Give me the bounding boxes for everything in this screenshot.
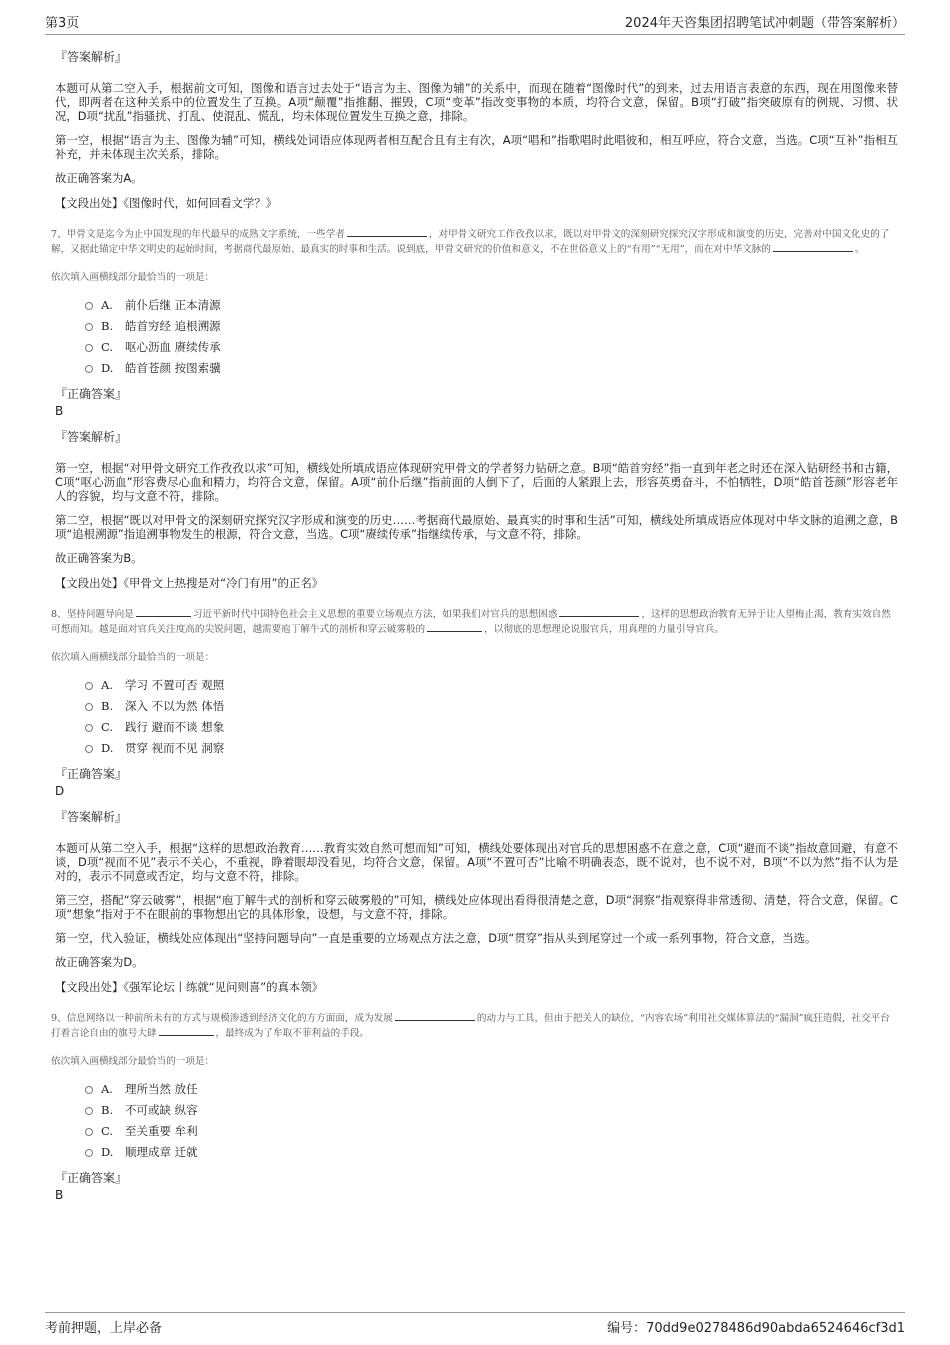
analysis-paragraph: 本题可从第二空入手，根据前文可知，图像和语言过去处于“语言为主、图像为辅”的关系中，而现在随着“图像时代”的到来，过去用语言表意的东西，现在用图像来替代，即两者在这种关系中的位置发生了互换。A项“颠覆”指推翻、摧毁，C项“变革”指改变事物的本质，均符合文意，保留。B项“打破”指突破原有的例规、习惯、状况，D项“扰乱”指骚扰、打乱、使混乱、慌乱，均未体现位置发生互换之意，排除。 (55, 81, 898, 123)
correct-answer-value: D (55, 784, 65, 798)
source-line: 【文段出处】《甲骨文上热搜是对“冷门有用”的正名》 (55, 576, 324, 590)
radio-icon[interactable] (85, 745, 93, 753)
radio-icon[interactable] (85, 1149, 93, 1157)
radio-icon[interactable] (85, 1107, 93, 1115)
question-7-text: 7、甲骨文是迄今为止中国发现的年代最早的成熟文字系统，一些学者 ，对甲骨文研究工作孜孜以求，既以对甲骨文的深刻研究探究汉字形成和演变的历史，完善对中国文化史的了解，又据此锚定中华文明史的起始时间，考据商代最原始、最真实的时事和生活。说到底，甲骨文研究的价值和意义，不在世俗意义上的“有用”“无用”，而在对中华文脉的 。 (51, 229, 890, 255)
radio-icon[interactable] (85, 344, 93, 352)
analysis-paragraph: 故正确答案为D。 (55, 955, 144, 969)
page-number: 第3页 (45, 16, 80, 31)
analysis-paragraph: 第二空，根据“既以对甲骨文的深刻研究探究汉字形成和演变的历史……考据商代最原始、最真实的时事和生活”可知，横线处所填成语应体现对中华文脉的追溯之意，B项“追根溯源”指追溯事物发生的根源，符合文意，当选。C项“赓续传承”指继续传承，与文意不符，排除。 (55, 513, 898, 541)
page-footer (45, 1312, 905, 1339)
analysis-paragraph: 第一空，根据“对甲骨文研究工作孜孜以求”可知，横线处所填成语应体现研究甲骨文的学者努力钻研之意。B项“皓首穷经”指一直到年老之时还在深入钻研经书和古籍，C项“呕心沥血”形容费尽心血和精力，均符合文意，保留。A项“前仆后继”指前面的人倒下了，后面的人紧跟上去，形容英勇奋斗，不怕牺牲，D项“皓首苍颜”形容老年人的容貌，均与文意不符，排除。 (55, 461, 898, 503)
radio-icon[interactable] (85, 365, 93, 373)
option-d[interactable]: D. 顺理成章 迁就 (85, 1142, 898, 1163)
option-a[interactable]: A. 理所当然 放任 (85, 1079, 898, 1100)
source-prefix: 【文段出处】 (55, 196, 124, 210)
question-prompt: 依次填入画横线部分最恰当的一项是： (51, 272, 215, 283)
analysis-paragraph: 故正确答案为B。 (55, 551, 143, 565)
source-line (55, 195, 898, 211)
option-d[interactable]: D. 皓首苍颜 按图索骥 (85, 358, 898, 379)
fill-blank (136, 608, 191, 617)
question-prompt: 依次填入画横线部分最恰当的一项是： (51, 652, 215, 663)
fill-blank (559, 608, 639, 617)
radio-icon[interactable] (85, 1086, 93, 1094)
option-c[interactable]: C. 践行 避而不谈 想象 (85, 717, 898, 738)
question-9-text: 9、信息网络以一种前所未有的方式与规模渗透到经济文化的方方面面，成为发展 的动力与工具，但由于把关人的缺位，“内容农场”利用社交媒体算法的“漏洞”疯狂造假，社交平台打着言论自由的旗号大肆 ，最终成为了牟取不菲利益的手段。 (51, 1013, 890, 1039)
fill-blank (159, 1027, 214, 1036)
option-a[interactable]: A. 学习 不置可否 观照 (85, 675, 898, 696)
source-line: 【文段出处】《强军论坛丨练就“见问则喜”的真本领》 (55, 980, 324, 994)
option-b[interactable]: B. 皓首穷经 追根溯源 (85, 316, 898, 337)
radio-icon[interactable] (85, 703, 93, 711)
question-9-options (85, 1079, 898, 1163)
source-title: 《图像时代，如何回看文学？》 (123, 196, 278, 210)
analysis-paragraph: 第一空，代入验证，横线处应体现出“坚持问题导向”一直是重要的立场观点方法之意，D项“贯穿”指从头到尾穿过一个或一系列事物，符合文意，当选。 (55, 931, 817, 945)
fill-blank (395, 1012, 475, 1021)
question-8-options (85, 675, 898, 759)
correct-answer-value: B (55, 1188, 64, 1202)
analysis-label: 『答案解析』 (55, 50, 128, 64)
page-header (45, 12, 905, 35)
option-c[interactable]: C. 至关重要 牟利 (85, 1121, 898, 1142)
question-8-text: 8、坚持问题导向是 习近平新时代中国特色社会主义思想的重要立场观点方法，如果我们对官兵的思想困惑 ，这样的思想政治教育无异于让人望梅止渴，教育实效自然可想而知。越是面对官兵关注度高的尖锐问题，越需要庖丁解牛式的剖析和穿云破雾般的 ，以彻底的思想理论说服官兵，用真理的力量引导官兵。 (51, 609, 891, 635)
correct-answer-label: 『正确答案』 (55, 1171, 128, 1185)
analysis-paragraph: 本题可从第二空入手，根据“这样的思想政治教育……教育实效自然可想而知”可知，横线处要体现出对官兵的思想困惑不在意之意，C项“避而不谈”指故意回避，有意不谈，D项“视而不见”表示不关心，不重视，睁着眼却没看见，均符合文意，保留。A项“不置可否”比喻不明确表态，既不说对，也不说不对，B项“不以为然”指不认为是对的，表示不同意或否定，均与文意不符，排除。 (55, 841, 898, 883)
radio-icon[interactable] (85, 1128, 93, 1136)
option-b[interactable]: B. 深入 不以为然 体悟 (85, 696, 898, 717)
fill-blank (427, 623, 482, 632)
document-code: 编号：70dd9e0278486d90abda6524646cf3d1 (607, 1321, 905, 1336)
analysis-label: 『答案解析』 (55, 810, 128, 824)
analysis-paragraph: 故正确答案为A。 (55, 171, 143, 185)
option-c[interactable]: C. 呕心沥血 赓续传承 (85, 337, 898, 358)
fill-blank (773, 243, 853, 252)
option-d[interactable]: D. 贯穿 视而不见 洞察 (85, 738, 898, 759)
footer-slogan: 考前押题，上岸必备 (45, 1321, 163, 1336)
option-b[interactable]: B. 不可或缺 纵容 (85, 1100, 898, 1121)
analysis-paragraph: 第三空，搭配“穿云破雾”，根据“庖丁解牛式的剖析和穿云破雾般的”可知，横线处应体现出看得很清楚之意，D项“洞察”指观察得非常透彻、清楚，符合文意，保留。C项“想象”指对于不在眼前的事物想出它的具体形象，设想，与文意不符，排除。 (55, 893, 898, 921)
radio-icon[interactable] (85, 724, 93, 732)
option-a[interactable]: A. 前仆后继 正本清源 (85, 295, 898, 316)
page-content (51, 38, 898, 1204)
fill-blank (347, 228, 427, 237)
radio-icon[interactable] (85, 302, 93, 310)
radio-icon[interactable] (85, 682, 93, 690)
analysis-paragraph: 第一空，根据“语言为主、图像为辅”可知，横线处词语应体现两者相互配合且有主有次，A项“唱和”指歌唱时此唱彼和，相互呼应，符合文意，当选。C项“互补”指相互补充，并未体现主次关系，排除。 (55, 133, 898, 161)
document-title: 2024年天咨集团招聘笔试冲刺题（带答案解析） (624, 16, 905, 31)
analysis-label: 『答案解析』 (55, 430, 128, 444)
correct-answer-value: B (55, 404, 64, 418)
radio-icon[interactable] (85, 323, 93, 331)
question-prompt: 依次填入画横线部分最恰当的一项是： (51, 1056, 215, 1067)
correct-answer-label: 『正确答案』 (55, 767, 128, 781)
question-7-options (85, 295, 898, 379)
correct-answer-label: 『正确答案』 (55, 387, 128, 401)
